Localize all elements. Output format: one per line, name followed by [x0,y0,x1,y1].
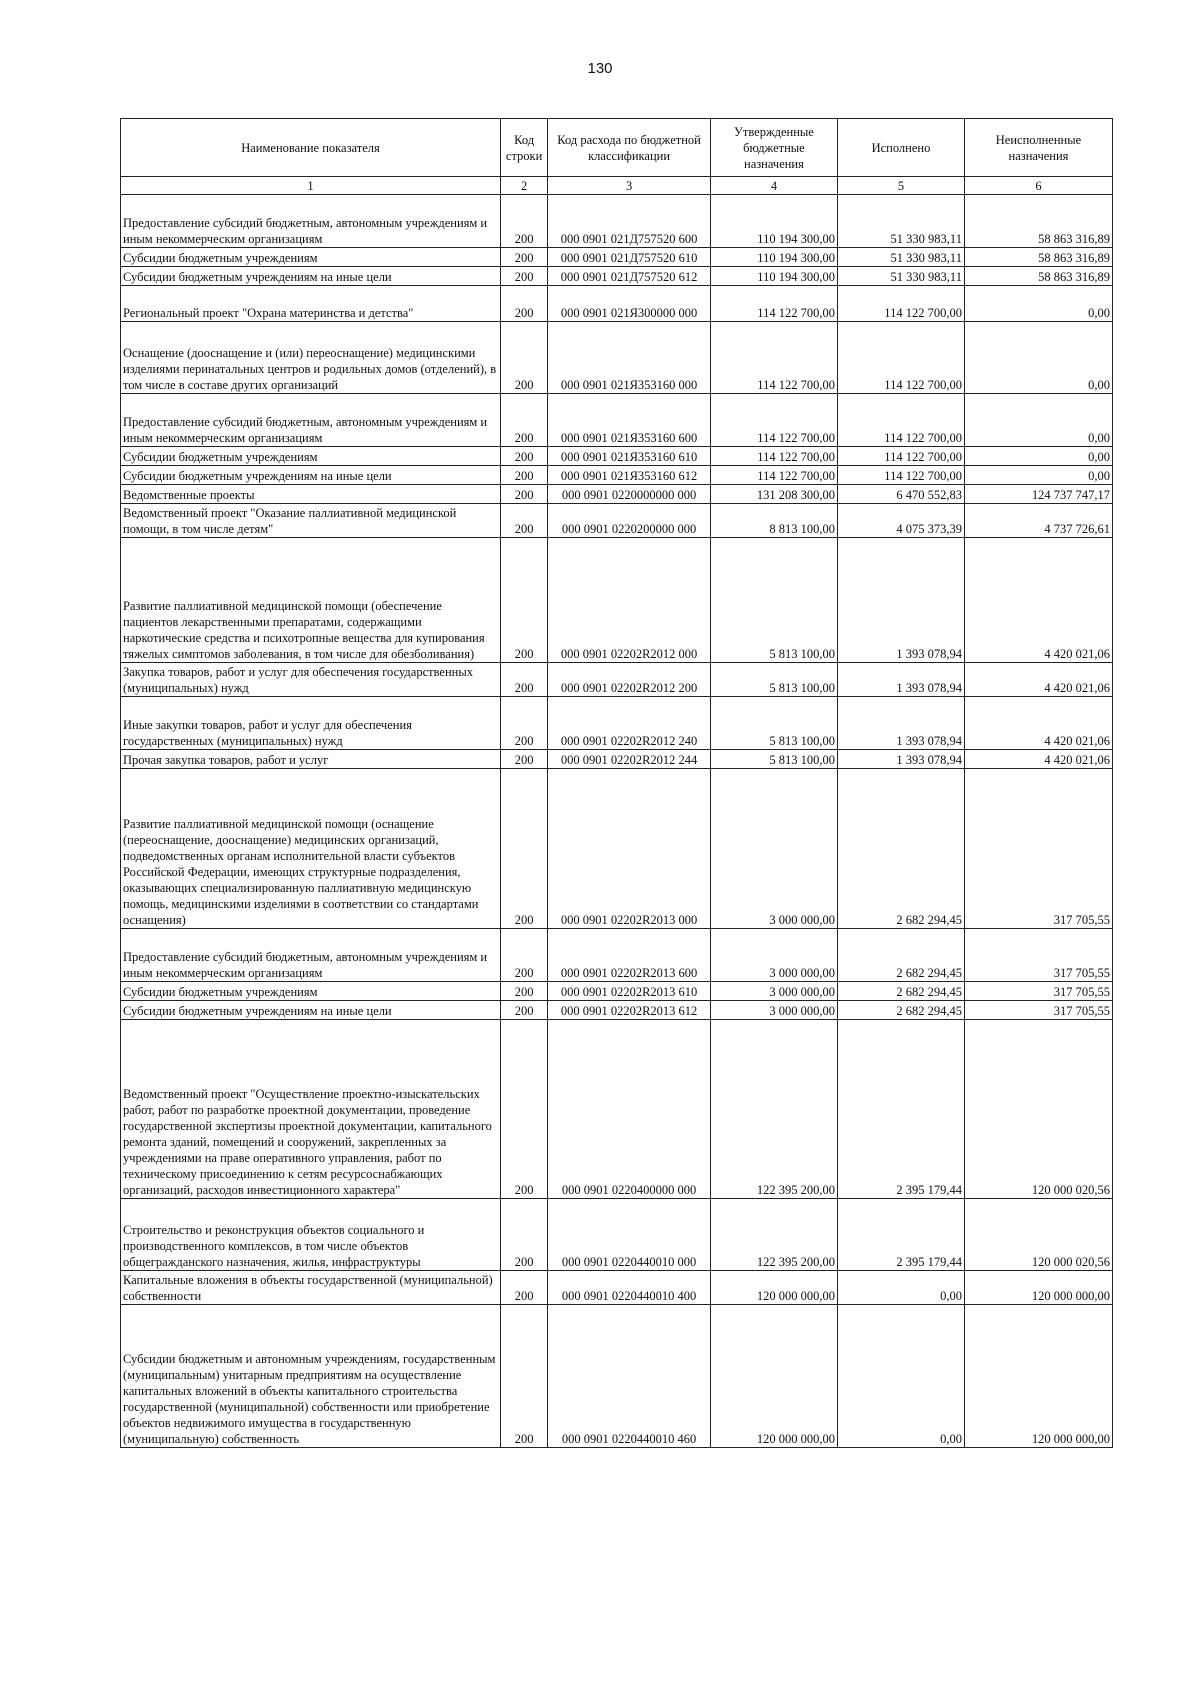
row-executed: 114 122 700,00 [837,447,964,466]
header-unexecuted: Неисполненные назначения [964,119,1112,177]
row-name: Ведомственные проекты [121,485,501,504]
table-row [121,286,1113,322]
column-number: 5 [837,177,964,195]
row-name: Предоставление субсидий бюджетным, автономным учреждениям и иным некоммерческим организациям [121,195,501,248]
row-approved: 114 122 700,00 [710,466,837,485]
table-row [121,750,1113,769]
column-number: 2 [501,177,548,195]
row-budget-code: 000 0901 021Д757520 600 [548,195,711,248]
row-unexecuted: 120 000 000,00 [964,1305,1112,1448]
row-executed: 114 122 700,00 [837,394,964,447]
row-executed: 51 330 983,11 [837,195,964,248]
row-name: Субсидии бюджетным учреждениям на иные цели [121,267,501,286]
row-line-code: 200 [501,504,548,538]
row-approved: 131 208 300,00 [710,485,837,504]
row-approved: 114 122 700,00 [710,322,837,394]
row-line-code: 200 [501,286,548,322]
row-approved: 110 194 300,00 [710,248,837,267]
row-approved: 110 194 300,00 [710,195,837,248]
row-approved: 8 813 100,00 [710,504,837,538]
row-budget-code: 000 0901 0220200000 000 [548,504,711,538]
row-line-code: 200 [501,466,548,485]
row-executed: 2 682 294,45 [837,1001,964,1020]
row-budget-code: 000 0901 0220000000 000 [548,485,711,504]
row-unexecuted: 4 420 021,06 [964,663,1112,697]
row-unexecuted: 58 863 316,89 [964,248,1112,267]
row-line-code: 200 [501,663,548,697]
row-line-code: 200 [501,982,548,1001]
row-name: Субсидии бюджетным учреждениям [121,248,501,267]
table-row [121,1020,1113,1199]
row-approved: 114 122 700,00 [710,286,837,322]
header-executed: Исполнено [837,119,964,177]
row-executed: 114 122 700,00 [837,322,964,394]
row-budget-code: 000 0901 021Д757520 610 [548,248,711,267]
row-line-code: 200 [501,1271,548,1305]
row-approved: 110 194 300,00 [710,267,837,286]
row-name: Субсидии бюджетным учреждениям [121,982,501,1001]
row-line-code: 200 [501,485,548,504]
row-unexecuted: 0,00 [964,466,1112,485]
row-unexecuted: 317 705,55 [964,769,1112,929]
table-header-row [121,119,1113,177]
row-budget-code: 000 0901 021Я353160 610 [548,447,711,466]
row-name: Закупка товаров, работ и услуг для обеспечения государственных (муниципальных) нужд [121,663,501,697]
table-row [121,663,1113,697]
row-executed: 2 395 179,44 [837,1020,964,1199]
row-executed: 6 470 552,83 [837,485,964,504]
column-number-row [121,177,1113,195]
row-unexecuted: 4 420 021,06 [964,538,1112,663]
row-name: Субсидии бюджетным учреждениям на иные цели [121,1001,501,1020]
row-line-code: 200 [501,750,548,769]
row-approved: 120 000 000,00 [710,1271,837,1305]
row-line-code: 200 [501,697,548,750]
row-executed: 0,00 [837,1271,964,1305]
row-unexecuted: 317 705,55 [964,1001,1112,1020]
row-executed: 1 393 078,94 [837,750,964,769]
row-line-code: 200 [501,538,548,663]
row-executed: 114 122 700,00 [837,286,964,322]
table-row [121,1199,1113,1271]
row-budget-code: 000 0901 021Я353160 600 [548,394,711,447]
table-row [121,697,1113,750]
row-approved: 5 813 100,00 [710,697,837,750]
row-name: Прочая закупка товаров, работ и услуг [121,750,501,769]
header-line-code: Код строки [501,119,548,177]
row-budget-code: 000 0901 021Д757520 612 [548,267,711,286]
row-approved: 122 395 200,00 [710,1020,837,1199]
row-unexecuted: 317 705,55 [964,982,1112,1001]
row-executed: 114 122 700,00 [837,466,964,485]
row-name: Региональный проект "Охрана материнства и детства" [121,286,501,322]
row-unexecuted: 124 737 747,17 [964,485,1112,504]
row-unexecuted: 58 863 316,89 [964,267,1112,286]
row-name: Иные закупки товаров, работ и услуг для обеспечения государственных (муниципальных) нужд [121,697,501,750]
row-unexecuted: 0,00 [964,286,1112,322]
row-approved: 114 122 700,00 [710,394,837,447]
row-unexecuted: 0,00 [964,447,1112,466]
row-budget-code: 000 0901 02202R2013 612 [548,1001,711,1020]
table-row [121,248,1113,267]
table-body [121,195,1113,1448]
row-unexecuted: 4 737 726,61 [964,504,1112,538]
row-name: Субсидии бюджетным и автономным учреждениям, государственным (муниципальным) унитарным предприятиям на осуществление капитальных вложений в объекты капитального строительства государственной (муниципальной) собственности или приобретение объектов недвижимого имущества в государственную (муниципальную) собственность [121,1305,501,1448]
row-name: Предоставление субсидий бюджетным, автономным учреждениям и иным некоммерческим организациям [121,394,501,447]
header-approved: Утвержденные бюджетные назначения [710,119,837,177]
table-row [121,394,1113,447]
row-approved: 3 000 000,00 [710,982,837,1001]
row-unexecuted: 120 000 020,56 [964,1199,1112,1271]
table-row [121,769,1113,929]
row-approved: 5 813 100,00 [710,538,837,663]
row-executed: 2 682 294,45 [837,929,964,982]
row-budget-code: 000 0901 02202R2013 600 [548,929,711,982]
row-unexecuted: 120 000 000,00 [964,1271,1112,1305]
column-number: 1 [121,177,501,195]
row-executed: 2 395 179,44 [837,1199,964,1271]
row-budget-code: 000 0901 02202R2012 244 [548,750,711,769]
row-line-code: 200 [501,394,548,447]
row-budget-code: 000 0901 02202R2012 240 [548,697,711,750]
row-executed: 1 393 078,94 [837,697,964,750]
table-row [121,1271,1113,1305]
column-number: 6 [964,177,1112,195]
row-budget-code: 000 0901 021Я353160 612 [548,466,711,485]
table-row [121,466,1113,485]
row-executed: 4 075 373,39 [837,504,964,538]
row-name: Субсидии бюджетным учреждениям на иные цели [121,466,501,485]
row-line-code: 200 [501,447,548,466]
row-approved: 3 000 000,00 [710,929,837,982]
row-name: Строительство и реконструкция объектов социального и производственного комплексов, в том числе объектов общегражданского назначения, жилья, инфраструктуры [121,1199,501,1271]
header-budget-code: Код расхода по бюджетной классификации [548,119,711,177]
table-row [121,538,1113,663]
table-row [121,322,1113,394]
row-line-code: 200 [501,1001,548,1020]
column-number: 3 [548,177,711,195]
row-approved: 120 000 000,00 [710,1305,837,1448]
row-unexecuted: 0,00 [964,394,1112,447]
row-name: Ведомственный проект "Оказание паллиативной медицинской помощи, в том числе детям" [121,504,501,538]
table-row [121,504,1113,538]
row-budget-code: 000 0901 0220400000 000 [548,1020,711,1199]
budget-execution-table [120,118,1113,1448]
row-approved: 122 395 200,00 [710,1199,837,1271]
row-approved: 3 000 000,00 [710,769,837,929]
row-budget-code: 000 0901 02202R2013 000 [548,769,711,929]
table-row [121,195,1113,248]
row-unexecuted: 0,00 [964,322,1112,394]
row-executed: 51 330 983,11 [837,267,964,286]
row-executed: 51 330 983,11 [837,248,964,267]
row-approved: 114 122 700,00 [710,447,837,466]
table-row [121,485,1113,504]
row-budget-code: 000 0901 0220440010 460 [548,1305,711,1448]
row-line-code: 200 [501,769,548,929]
row-executed: 2 682 294,45 [837,769,964,929]
row-approved: 3 000 000,00 [710,1001,837,1020]
row-approved: 5 813 100,00 [710,750,837,769]
row-executed: 1 393 078,94 [837,663,964,697]
row-line-code: 200 [501,322,548,394]
header-indicator-name: Наименование показателя [121,119,501,177]
column-number: 4 [710,177,837,195]
row-budget-code: 000 0901 0220440010 400 [548,1271,711,1305]
row-budget-code: 000 0901 021Я353160 000 [548,322,711,394]
row-budget-code: 000 0901 0220440010 000 [548,1199,711,1271]
table-row [121,982,1113,1001]
table-row [121,1305,1113,1448]
row-approved: 5 813 100,00 [710,663,837,697]
row-line-code: 200 [501,267,548,286]
row-unexecuted: 4 420 021,06 [964,697,1112,750]
row-unexecuted: 317 705,55 [964,929,1112,982]
row-unexecuted: 4 420 021,06 [964,750,1112,769]
row-line-code: 200 [501,1020,548,1199]
row-name: Развитие паллиативной медицинской помощи (обеспечение пациентов лекарственными препаратами, содержащими наркотические средства и психотропные вещества для купирования тяжелых симптомов заболевания, в том числе для обезболивания) [121,538,501,663]
row-name: Ведомственный проект "Осуществление проектно-изыскательских работ, работ по разработке проектной документации, проведение государственной экспертизы проектной документации, капитального ремонта зданий, помещений и сооружений, закрепленных за учреждениями на праве оперативного управления, работ по техническому присоединению к сетям ресурсоснабжающих организаций, расходов инвестиционного характера" [121,1020,501,1199]
row-name: Субсидии бюджетным учреждениям [121,447,501,466]
row-line-code: 200 [501,248,548,267]
row-line-code: 200 [501,929,548,982]
page-number: 130 [587,60,613,77]
row-line-code: 200 [501,1305,548,1448]
row-unexecuted: 58 863 316,89 [964,195,1112,248]
table-row [121,1001,1113,1020]
row-line-code: 200 [501,1199,548,1271]
row-budget-code: 000 0901 02202R2012 200 [548,663,711,697]
row-name: Предоставление субсидий бюджетным, автономным учреждениям и иным некоммерческим организациям [121,929,501,982]
row-budget-code: 000 0901 02202R2013 610 [548,982,711,1001]
row-name: Оснащение (дооснащение и (или) переоснащение) медицинскими изделиями перинатальных центров и родильных домов (отделений), в том числе в составе других организаций [121,322,501,394]
row-budget-code: 000 0901 021Я300000 000 [548,286,711,322]
table-row [121,447,1113,466]
row-name: Капитальные вложения в объекты государственной (муниципальной) собственности [121,1271,501,1305]
table-row [121,267,1113,286]
row-line-code: 200 [501,195,548,248]
row-executed: 0,00 [837,1305,964,1448]
row-budget-code: 000 0901 02202R2012 000 [548,538,711,663]
row-name: Развитие паллиативной медицинской помощи (оснащение (переоснащение, дооснащение) медицинских организаций, подведомственных органам исполнительной власти субъектов Российской Федерации, имеющих структурные подразделения, оказывающих специализированную паллиативную медицинскую помощь, медицинскими изделиями в соответствии со стандартами оснащения) [121,769,501,929]
row-executed: 1 393 078,94 [837,538,964,663]
row-executed: 2 682 294,45 [837,982,964,1001]
table-row [121,929,1113,982]
row-unexecuted: 120 000 020,56 [964,1020,1112,1199]
